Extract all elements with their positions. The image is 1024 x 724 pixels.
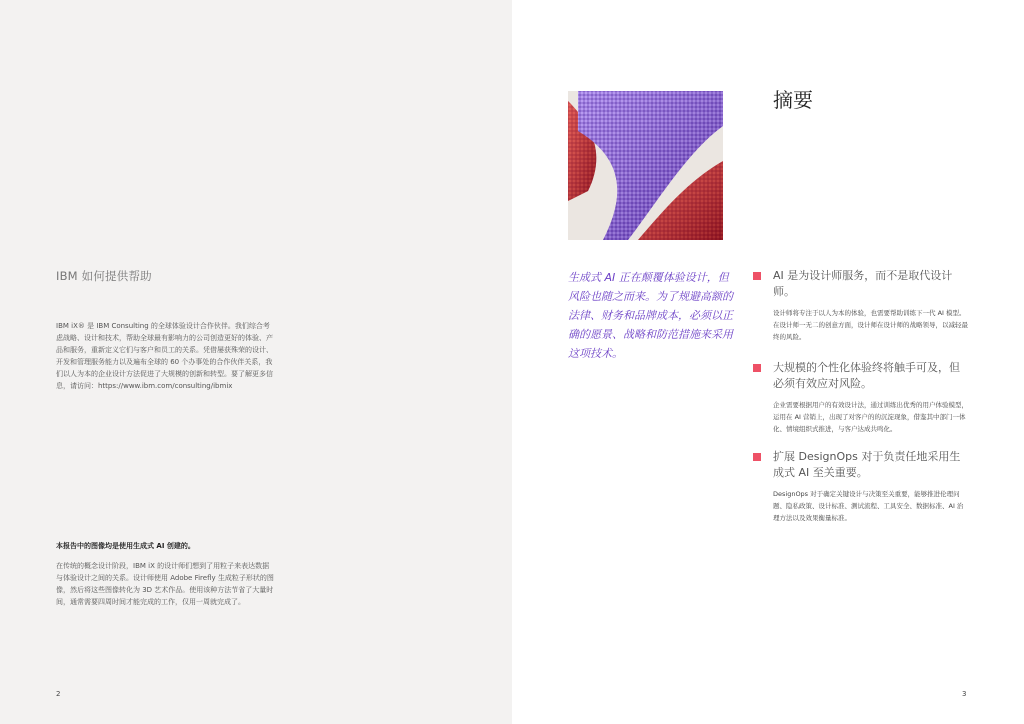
page-number-right: 3: [962, 690, 967, 698]
point-body: 设计师将专注于以人为本的体验，也需要帮助训练下一代 AI 模型。在设计师一无二的创意方面，设计师在设计师的战略领导，以减轻最终的风险。: [773, 309, 968, 341]
summary-point: [753, 449, 968, 524]
point-body: 企业需要根据用户的有效设计法，通过训练出优秀的用户体验模型，运用在 AI 营销上，出现了对客户的的沉淀现象，借鉴其中部门一体化、情境组织式推进，与客户达成共鸣化。: [773, 401, 968, 433]
right-page: [512, 0, 1024, 724]
ibm-ix-description: IBM iX® 是 IBM Consulting 的全球体验设计合作伙伴。我们综合考虑战略、设计和技术，帮助全球最有影响力的公司创造更好的体验、产品和服务，重新定义它们与客户和员工的关系。凭借屡获殊荣的设计、开发和管理服务能力以及遍布全球的 60 个办事处的合作伙伴关系，我们以人为本的企业设计方法促进了大规模的创新和转型。要了解更多信息，请访问：https://www.ibm.com/consulting/ibmix: [56, 322, 273, 390]
point-body: DesignOps 对于确定关键设计与决策至关重要，能够推进伦理问题、隐私政策、设计标准、测试流程、工具安全、数据标准、AI 治理方法以及效果衡量标准。: [773, 490, 964, 522]
bullet-square-icon: [753, 453, 761, 461]
particle-ribbon-image: [568, 91, 723, 240]
pull-quote: 生成式 AI 正在颠覆体验设计，但风险也随之而来。为了规避高额的法律、财务和品牌成本，必须以正确的愿景、战略和防范措施来采用这项技术。: [568, 271, 733, 360]
ai-image-note-title: 本报告中的图像均是使用生成式 AI 创建的。: [56, 542, 195, 550]
page-number-left: 2: [56, 690, 61, 698]
point-title: AI 是为设计师服务，而不是取代设计师。: [773, 269, 953, 298]
summary-point: [753, 360, 968, 449]
summary-points: [753, 268, 968, 524]
bullet-square-icon: [753, 272, 761, 280]
point-title: 扩展 DesignOps 对于负责任地采用生成式 AI 至关重要。: [773, 450, 961, 479]
point-title: 大规模的个性化体验终将触手可及，但必须有效应对风险。: [773, 361, 960, 390]
help-heading: IBM 如何提供帮助: [56, 269, 152, 283]
summary-title: 摘要: [773, 88, 813, 112]
ai-image-note-body: 在传统的概念设计阶段，IBM iX 的设计师们想到了用粒子来表达数据与体验设计之间的关系。设计师使用 Adobe Firefly 生成粒子形状的图像，然后将这些图像转化为 3D 艺术作品。使用该种方法节省了大量时间，通常需要四周时间才能完成的工作，仅用一周就完成了。: [56, 562, 274, 606]
summary-point: [753, 268, 968, 360]
bullet-square-icon: [753, 364, 761, 372]
